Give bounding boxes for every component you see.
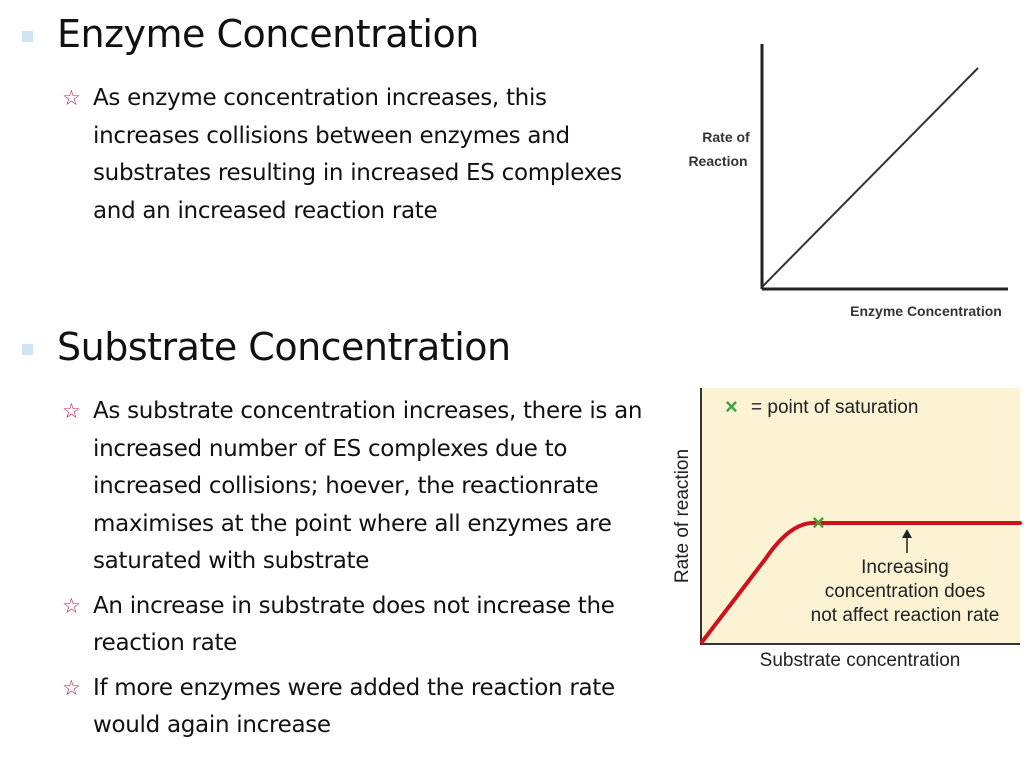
saturation-marker: × [812,510,825,535]
square-bullet-icon [22,31,33,42]
bullet-item [0,393,680,581]
legend-text: = point of saturation [751,397,919,418]
bullet-item [0,588,680,663]
enzyme-rate-chart [670,30,1020,330]
x-mark-icon: × [725,394,738,419]
substrate-section [0,324,670,745]
star-outline-icon: ☆ [62,675,81,700]
enzyme-section [0,11,670,230]
substrate-rate-chart [664,388,1022,680]
star-outline-icon: ☆ [62,86,81,110]
annotation-line1: Increasing [861,557,949,578]
substrate-bullet-list [0,393,680,745]
annotation-line2: concentration does [824,581,986,602]
substrate-heading [0,324,670,370]
enzyme-bullet-list [0,80,670,230]
bullet-text: As enzyme concentration increases, this increases collisions between enzymes and substrates resulting in increased ES complexes and an increased reaction rate [93,85,622,224]
x-axis-label: Substrate concentration [759,650,961,671]
y-axis-label-line2: Reaction [688,153,748,169]
legend [725,394,918,419]
x-axis-label: Enzyme Concentration [850,303,1002,319]
star-outline-icon: ☆ [62,399,81,423]
bullet-text: As substrate concentration increases, there is an increased number of ES complexes due to increased collisions; hoever, the reactionrate maximises at the point where all enzymes are saturated with substrate [93,398,643,574]
square-bullet-icon [22,344,33,355]
enzyme-heading [0,11,670,57]
bullet-text: An increase in substrate does not increase the reaction rate [93,592,615,656]
bullet-item [0,80,670,230]
y-axis-label: Rate of reaction [672,448,693,584]
enzyme-heading-text: Enzyme Concentration [57,12,479,56]
series-line [762,68,978,287]
star-outline-icon: ☆ [62,593,81,618]
bullet-item [0,670,680,745]
substrate-heading-text: Substrate Concentration [57,325,511,369]
y-axis-label-line1: Rate of [702,129,750,145]
annotation-line3: not affect reaction rate [810,605,1000,626]
bullet-text: If more enzymes were added the reaction rate would again increase [93,674,615,738]
